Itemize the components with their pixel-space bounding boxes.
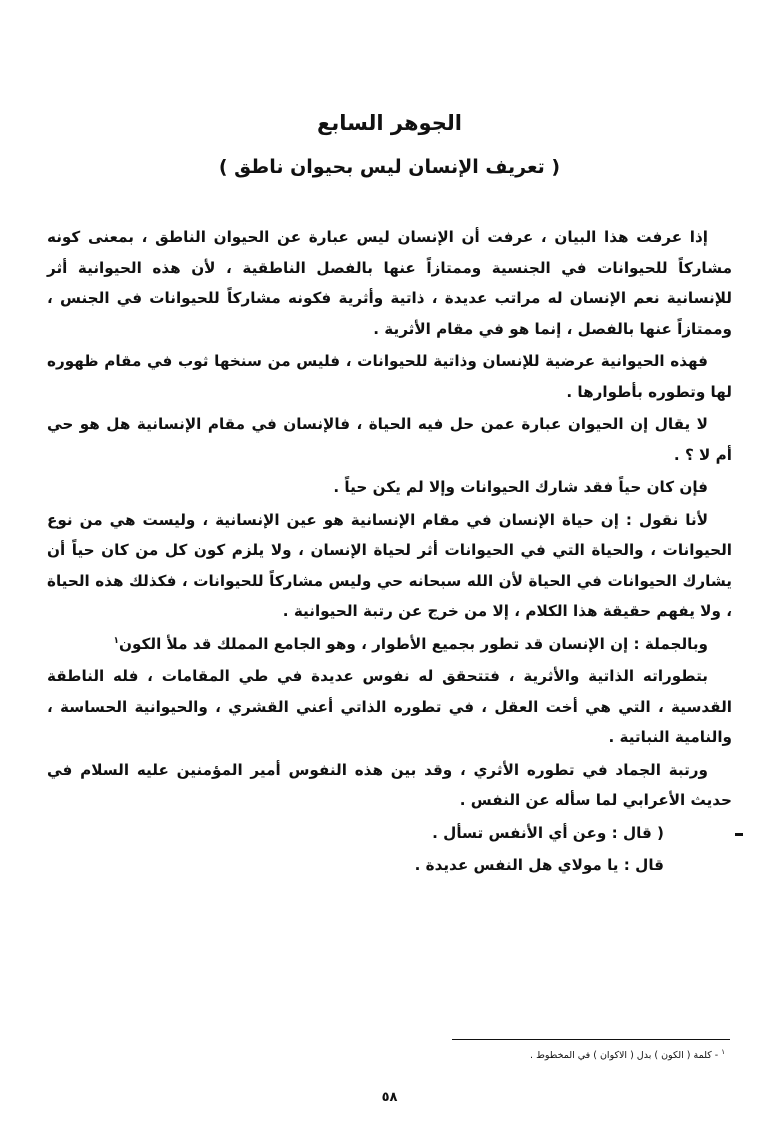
quote-line: قال : يا مولاي هل النفس عديدة . — [414, 856, 664, 874]
margin-mark — [735, 833, 743, 836]
page-title: الجوهر السابع — [317, 111, 462, 135]
paragraph: ورتبة الجماد في تطوره الأثري ، وقد بين هذه النفوس أمير المؤمنين عليه السلام في حديث الأعرابي لما سأله عن النفس . — [47, 760, 732, 809]
page-subtitle: ( تعريف الإنسان ليس بحيوان ناطق ) — [218, 156, 561, 178]
body-text — [47, 222, 732, 883]
page-number: ٥٨ — [381, 1090, 398, 1105]
footnote-reference: ١ — [113, 635, 120, 646]
paragraph: فإن كان حياً فقد شارك الحيوانات وإلا لم يكن حياً . — [333, 478, 708, 496]
quote-line: ( قال : وعن أي الأنفس تسأل . — [432, 823, 664, 842]
footnote-number: ١ — [721, 1048, 725, 1056]
footnote-text: - كلمة ( الكون ) بدل ( الاكوان ) في المخطوط . — [530, 1050, 719, 1062]
footnote — [300, 1048, 725, 1061]
paragraph-with-footnote — [47, 629, 732, 660]
paragraph: بتطوراته الذاتية والأثرية ، فتتحقق له نفوس عديدة في طي المقامات ، فله الناطقة القدسية ، التي هي أخت العقل ، في تطوره الذاتي أعني القشري ، والحيوانية الحساسة ، والنامية النباتية . — [47, 667, 732, 746]
paragraph: فهذه الحيوانية عرضية للإنسان وذاتية للحيوانات ، فليس من سنخها ثوب في مقام ظهوره لها وتطوره بأطوارها . — [47, 352, 732, 401]
paragraph: لأنا نقول : إن حياة الإنسان في مقام الإنسانية هو عين الإنسانية ، وليست هي من نوع الحيوانات ، والحياة التي في الحيوانات أثر لحياة الإنسان ، ولا يلزم كون كل من كان حياً أن يشارك الحيوانات في الحياة لأن الله سبحانه حي وليس مشاركاً للحيوانات ، فكذلك هذه الحياة ، ولا يفهم حقيقة هذا الكلام ، إلا من خرج عن رتبة الحيوانية . — [47, 510, 732, 620]
footnote-divider — [452, 1039, 730, 1040]
paragraph-text: وبالجملة : إن الإنسان قد تطور بجميع الأطوار ، وهو الجامع المملك قد ملأ الكون — [119, 634, 708, 653]
paragraph: لا يقال إن الحيوان عبارة عمن حل فيه الحياة ، فالإنسان في مقام الإنسانية هل هو حي أم لا ؟ . — [47, 415, 732, 464]
paragraph: إذا عرفت هذا البيان ، عرفت أن الإنسان ليس عبارة عن الحيوان الناطق ، بمعنى كونه مشاركاً للحيوانات في الجنسية وممتازاً عنها بالفصل الناطقية ، لأن هذه الحيوانية أثر للإنسانية نعم الإنسان له مراتب عديدة ، ذاتية وأثرية فكونه مشاركاً للحيوانات في الجنس ، وممتازاً عنها بالفصل ، إنما هو في مقام الأثرية . — [47, 228, 732, 338]
